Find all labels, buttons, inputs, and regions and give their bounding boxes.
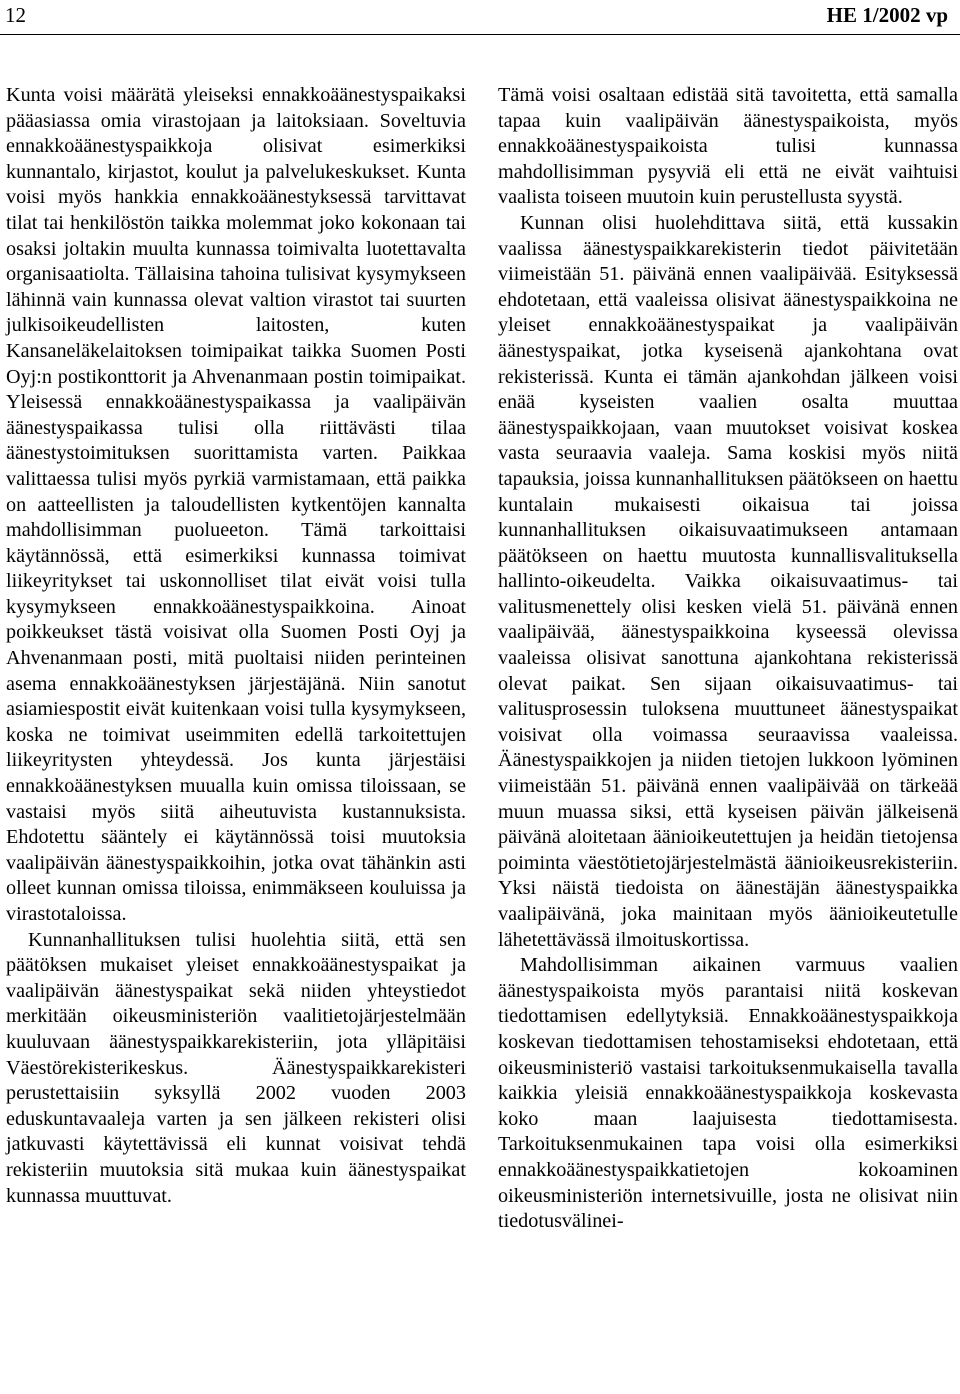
paragraph: Kunnanhallituksen tulisi huolehtia siitä, että sen päätöksen mukaiset yleiset ennakkoäänestyspaikat ja vaalipäivän äänestyspaikat sekä niiden yhteystiedot merkitään oikeusministeriön vaalitietojärjestelmään kuuluvaan äänestyspaikkarekisteriin, jota ylläpitäisi Väestörekisterikeskus. Äänestyspaikkarekisteri perustettaisiin syksyllä 2002 vuoden 2003 eduskuntavaaleja varten ja sen jälkeen rekisteri olisi jatkuvasti käytettävissä eli kunnat voisivat tehdä rekisteriin muutoksia sitä mukaa kuin äänestyspaikat kunnassa muuttuvat. bbox=[6, 928, 466, 1207]
left-column bbox=[6, 83, 466, 1209]
page-header bbox=[0, 0, 960, 40]
document-id: HE 1/2002 vp bbox=[826, 3, 948, 27]
right-column bbox=[498, 83, 958, 1235]
page-number: 12 bbox=[5, 3, 26, 27]
paragraph: Kunta voisi määrätä yleiseksi ennakkoäänestyspaikaksi pääasiassa omia virastojaan ja laitoksiaan. Soveltuvia ennakkoäänestyspaikkoja olisivat esimerkiksi kunnantalo, kirjastot, koulut ja palvelukeskukset. Kunta voisi myös hankkia ennakkoäänestyksessä tarvittavat tilat tai henkilöstön taikka molemmat joko kokonaan tai osaksi joltakin muulta kunnassa toimivalta luotettavalta organisaatiolta. Tällaisina tahoina tulisivat kysymykseen lähinnä vain kunnassa olevat valtion virastot tai suurten julkisoikeudellisten laitosten, kuten Kansaneläkelaitoksen toimipaikat taikka Suomen Posti Oyj:n postikonttorit ja Ahvenanmaan postin toimipaikat. Yleisessä ennakkoäänestyspaikassa ja vaalipäivän äänestyspaikassa tulisi olla riittävästi tilaa äänestystoimituksen suorittamista varten. Paikkaa valittaessa tulisi myös pyrkiä varmistamaan, että paikka on aatteellisten ja taloudellisten kytkentöjen kannalta mahdollisimman puolueeton. Tämä tarkoittaisi käytännössä, että esimerkiksi kunnassa toimivat liikeyritykset tai uskonnolliset tilat eivät voisi tulla kysymykseen ennakkoäänestyspaikkoina. Ainoat poikkeukset tästä voisivat olla Suomen Posti Oyj ja Ahvenanmaan posti, mitä puoltaisi niiden perinteinen asema ennakkoäänestyksen järjestäjänä. Niin sanotut asiamiespostit eivät kuitenkaan voisi tulla kysymykseen, koska ne toimivat useimmiten edellä tarkoitettujen liikeyritysten yhteydessä. Jos kunta järjestäisi ennakkoäänestyksen muualla kuin omissa tiloissaan, se vastaisi myös siitä aiheutuvista kustannuksista. Ehdotettu sääntely ei käytännössä toisi muutoksia vaalipäivän äänestyspaikkoihin, jotka ovat tähänkin asti olleet kunnan omissa tiloissa, enimmäkseen kouluissa ja virastotaloissa. bbox=[6, 84, 466, 925]
paragraph: Tämä voisi osaltaan edistää sitä tavoitetta, että samalla tapaa kuin vaalipäivän äänestyspaikoista, myös ennakkoäänestyspaikoista tulisi kunnassa mahdollisimman pysyviä eli että ne eivät vaihtuisi vaalista toiseen muutoin kuin perustellusta syystä. bbox=[498, 84, 958, 209]
paragraph: Kunnan olisi huolehdittava siitä, että kussakin vaalissa äänestyspaikkarekisterin tiedot päivitetään viimeistään 51. päivänä ennen vaalipäivää. Esityksessä ehdotetaan, että vaaleissa olisivat äänestyspaikkoina ne yleiset ennakkoäänestyspaikat ja vaalipäivän äänestyspaikat, jotka kyseisenä ajankohtana ovat rekisterissä. Kunta ei tämän ajankohdan jälkeen voisi enää kyseisten vaalien osalta muuttaa äänestyspaikkojaan, vaan muutokset voisivat koskea vasta seuraavia vaaleja. Sama koskisi myös niitä tapauksia, joissa kunnanhallituksen päätökseen on haettu kuntalain mukaisesti oikaisua tai joissa kunnanhallituksen oikaisuvaatimukseen antamaan päätökseen on haettu muutosta kunnallisvalituksella hallinto-oikeudelta. Vaikka oikaisuvaatimus- tai valitusmenettely olisi kesken vielä 51. päivänä ennen vaalipäivää, äänestyspaikkoina kyseessä olevissa vaaleissa olisivat sanottuna ajankohtana rekisterissä olevat paikat. Sen sijaan oikaisuvaatimus- tai valitusprosessin tuloksena muuttuneet äänestyspaikat voisivat olla voimassa seuraavissa vaaleissa. Äänestyspaikkojen ja niiden tietojen lukkoon lyöminen viimeistään 51. päivänä ennen vaalipäivää on tärkeää muun muassa siksi, että kyseisen päivän jälkeisenä päivänä aloitetaan äänioikeutettujen ja heidän tietojensa poiminta väestötietojärjestelmästä äänioikeusrekisteriin. Yksi näistä tiedoista on äänestäjän äänestyspaikka vaalipäivänä, joka mainitaan myös äänioikeutetulle lähetettävässä ilmoituskortissa. bbox=[498, 211, 958, 951]
paragraph: Mahdollisimman aikainen varmuus vaalien äänestyspaikoista myös parantaisi niitä koskevan tiedottamisen edellytyksiä. Ennakkoäänestyspaikkoja koskevan tiedottamisen tehostamiseksi ehdotetaan, että oikeusministeriö vastaisi tarkoituksenmukaisella tavalla kaikkia yleisiä ennakkoäänestyspaikkoja koskevasta koko maan laajuisesta tiedottamisesta. Tarkoituksenmukainen tapa voisi olla esimerkiksi ennakkoäänestyspaikkatietojen kokoaminen oikeusministeriön internetsivuille, josta ne olisivat niin tiedotusvälinei- bbox=[498, 954, 958, 1233]
header-rule bbox=[0, 34, 960, 35]
